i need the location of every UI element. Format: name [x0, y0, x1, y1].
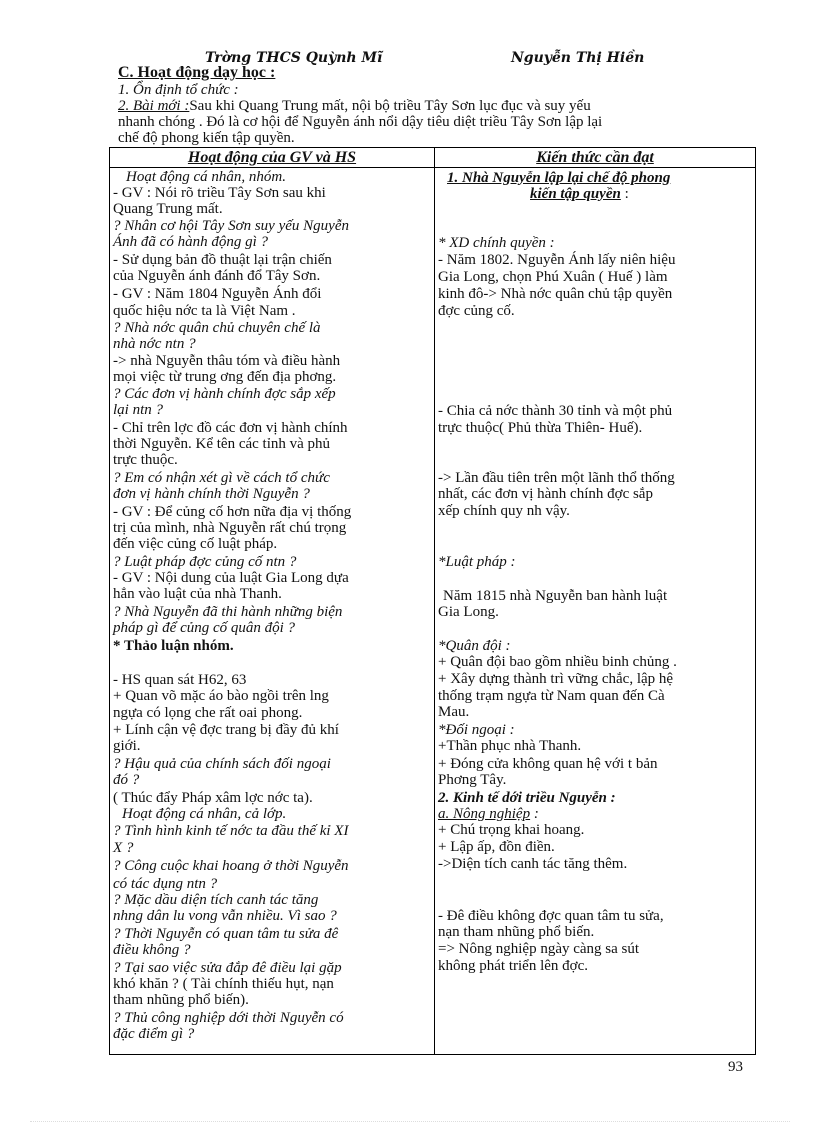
- bottom-dotted-rule: [30, 1121, 790, 1122]
- text-line: => Nông nghiệp ngày càng sa sút: [438, 941, 640, 957]
- text-line: giới.: [113, 738, 141, 754]
- text-line: mọi việc từ trung ơng đến địa phơng.: [113, 369, 337, 385]
- text-line: ? Luật pháp đợc củng cố ntn ?: [113, 554, 297, 570]
- text-line: - Năm 1802. Nguyễn Ánh lấy niên hiệu: [438, 252, 676, 268]
- text-line: -> nhà Nguyễn thâu tóm và điều hành: [113, 353, 341, 369]
- text-line: *Đối ngoại :: [438, 722, 515, 738]
- text-line: ? Nhân cơ hội Tây Sơn suy yếu Nguyễn: [113, 218, 349, 234]
- text-line: a. Nông nghiệp: [438, 806, 531, 822]
- text-line: kinh đô-> Nhà nớc quân chủ tập quyền: [438, 286, 673, 302]
- text-line: +Thần phục nhà Thanh.: [438, 738, 582, 754]
- text-line: -> Lần đầu tiên trên một lãnh thổ thống: [438, 470, 675, 486]
- text-line: - GV : Nói rõ triều Tây Sơn sau khi: [113, 185, 326, 201]
- text-line: ? Mặc dầu diện tích canh tác tăng: [113, 892, 319, 908]
- text-line: *Quân đội :: [438, 638, 511, 654]
- text-line: ? Hậu quả của chính sách đối ngoại: [113, 756, 331, 772]
- header-knowledge: Kiến thức cần đạt: [435, 148, 756, 168]
- text-line: X ?: [113, 840, 134, 856]
- text-line: lại ntn ?: [113, 402, 164, 418]
- text-line: nạn tham nhũng phổ biến.: [438, 924, 595, 940]
- text-line: hẳn vào luật của nhà Thanh.: [113, 586, 282, 602]
- text-line: [438, 806, 752, 822]
- text-line: + Xây dựng thành trì vững chắc, lập hệ: [438, 671, 674, 687]
- text-line: - Đê điều không đợc quan tâm tu sửa,: [438, 908, 664, 924]
- text-line: 2. Kinh tế dới triều Nguyễn :: [438, 790, 616, 806]
- text-line: Hoạt động cá nhân, nhóm.: [126, 169, 286, 185]
- text-line: + Quan võ mặc áo bào ngồi trên lng: [113, 688, 329, 704]
- text-line: ? Thời Nguyễn có quan tâm tu sửa đê: [113, 926, 339, 942]
- text-line: Ánh đã có hành động gì ?: [113, 234, 268, 250]
- text-line: trị của mình, nhà Nguyễn rất chú trọng: [113, 520, 347, 536]
- text-line: * Thảo luận nhóm.: [113, 638, 234, 654]
- text-line: của Nguyễn ánh đánh đổ Tây Sơn.: [113, 268, 321, 284]
- intro-step2-line1: Sau khi Quang Trung mất, nội bộ triều Tây Sơn lục đục và suy yếu: [189, 98, 591, 114]
- text-line: Hoạt động cá nhân, cả lớp.: [122, 806, 287, 822]
- intro-step2-label: 2. Bài mới :: [118, 98, 190, 114]
- text-line: điều không ?: [113, 942, 191, 958]
- text-line: - Chỉ trên lợc đồ các đơn vị hành chính: [113, 420, 348, 436]
- text-line: Năm 1815 nhà Nguyễn ban hành luật: [443, 588, 668, 604]
- text-line: ? Nhà Nguyễn đã thi hành những biện: [113, 604, 343, 620]
- text-line: ->Diện tích canh tác tăng thêm.: [438, 856, 628, 872]
- text-line: có tác dụng ntn ?: [113, 876, 218, 892]
- text-line: xếp chính quy nh vậy.: [438, 503, 570, 519]
- text-line: 1. Nhà Nguyễn lập lại chế độ phong: [447, 170, 671, 186]
- text-line: ? Các đơn vị hành chính đợc sắp xếp: [113, 386, 336, 402]
- text-line: Gia Long.: [438, 604, 499, 620]
- text-line: nhà nớc ntn ?: [113, 336, 196, 352]
- text-line: ? Tình hình kinh tế nớc ta đầu thế kỉ XI: [113, 823, 349, 839]
- intro-step1: 1. Ổn định tổ chức :: [118, 82, 239, 98]
- text-line: Gia Long, chọn Phú Xuân ( Huế ) làm: [438, 269, 668, 285]
- text-line: tham nhũng phổ biến).: [113, 992, 249, 1008]
- text-line: + Quân đội bao gồm nhiều binh chủng .: [438, 654, 677, 670]
- intro-step2-line2: nhanh chóng . Đó là cơ hội để Nguyễn ánh nổi dậy tiêu diệt triều Tây Sơn lập lại: [118, 114, 603, 130]
- right-column: [435, 168, 756, 1055]
- intro-step2: [118, 98, 756, 114]
- text-line: Quang Trung mất.: [113, 201, 223, 217]
- text-line: ? Nhà nớc quân chủ chuyên chế là: [113, 320, 321, 336]
- text-line: - Chia cả nớc thành 30 tỉnh và một phủ: [438, 403, 673, 419]
- left-column: [110, 168, 435, 1055]
- text-line: ? Em có nhận xét gì về cách tổ chức: [113, 470, 330, 486]
- text-line: - GV : Năm 1804 Nguyễn Ánh đổi: [113, 286, 322, 302]
- text-line: * XD chính quyền :: [438, 235, 555, 251]
- header-teacher-activity: Hoạt động của GV và HS: [110, 148, 435, 168]
- text-line: ? Công cuộc khai hoang ở thời Nguyễn: [113, 858, 349, 874]
- text-line: ngựa có lọng che rất oai phong.: [113, 705, 303, 721]
- lesson-table: [109, 147, 756, 1055]
- text-line: trực thuộc.: [113, 452, 178, 468]
- text-line: + Chú trọng khai hoang.: [438, 822, 585, 838]
- text-line: ? Thủ công nghiệp dới thời Nguyễn có: [113, 1010, 344, 1026]
- text-line: - GV : Nội dung của luật Gia Long dựa: [113, 570, 349, 586]
- text-line: khó khăn ? ( Tài chính thiếu hụt, nạn: [113, 976, 334, 992]
- text-line: nhng dân lu vong vẫn nhiều. Vì sao ?: [113, 908, 337, 924]
- text-line: đợc củng cố.: [438, 303, 515, 319]
- text-line: ( Thúc đẩy Pháp xâm lợc nớc ta).: [113, 790, 313, 806]
- text-line: :: [530, 806, 539, 822]
- text-line: đến việc củng cố luật pháp.: [113, 536, 278, 552]
- text-line: + Lập ấp, đồn điền.: [438, 839, 555, 855]
- section-title: C. Hoạt động dạy học :: [118, 64, 276, 81]
- intro-step2-line3: chế độ phong kiến tập quyền.: [118, 130, 295, 146]
- text-line: thời Nguyễn. Kể tên các tỉnh và phủ: [113, 436, 331, 452]
- header-teacher: Nguyễn Thị Hiền: [511, 50, 645, 66]
- text-line: ? Tại sao việc sửa đắp đê điều lại gặp: [113, 960, 342, 976]
- text-line: nhất, các đơn vị hành chính đợc sắp: [438, 486, 653, 502]
- text-line: đặc điểm gì ?: [113, 1026, 195, 1042]
- text-line: đó ?: [113, 772, 140, 788]
- text-line: pháp gì để củng cố quân đội ?: [113, 620, 296, 636]
- text-line: Mau.: [438, 704, 470, 720]
- text-line: trực thuộc( Phủ thừa Thiên- Huế).: [438, 420, 643, 436]
- text-line: [530, 186, 752, 202]
- text-line: không phát triển lên đợc.: [438, 958, 588, 974]
- page-number: 93: [728, 1059, 743, 1075]
- text-line: + Lính cận vệ đợc trang bị đầy đủ khí: [113, 722, 339, 738]
- text-line: kiến tập quyền: [530, 186, 621, 202]
- text-line: - GV : Để củng cố hơn nữa địa vị thống: [113, 504, 352, 520]
- text-line: đơn vị hành chính thời Nguyễn ?: [113, 486, 310, 502]
- text-line: thống trạm ngựa từ Nam quan đến Cà: [438, 688, 665, 704]
- text-line: + Đóng cửa không quan hệ với t bản: [438, 756, 658, 772]
- text-line: Phơng Tây.: [438, 772, 507, 788]
- text-line: :: [620, 186, 629, 202]
- text-line: - HS quan sát H62, 63: [113, 672, 247, 688]
- text-line: *Luật pháp :: [438, 554, 516, 570]
- text-line: - Sử dụng bản đồ thuật lại trận chiến: [113, 252, 332, 268]
- text-line: quốc hiệu nớc ta là Việt Nam .: [113, 303, 296, 319]
- header-school: Trờng THCS Quỳnh Mĩ: [205, 50, 383, 66]
